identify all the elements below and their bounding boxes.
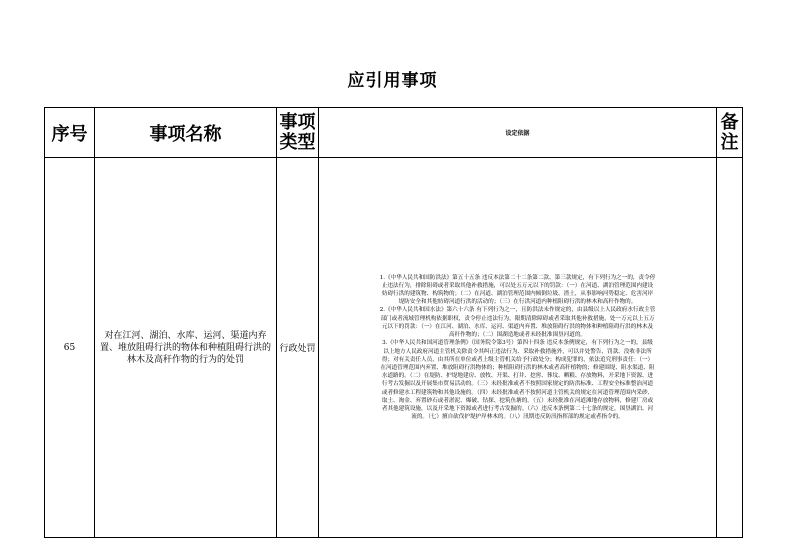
header-note-line1: 备 (720, 111, 739, 133)
matters-table (44, 107, 743, 538)
header-name: 事项名称 (95, 108, 277, 158)
row-basis (319, 158, 717, 538)
row-name: 对在江河、湖泊、水库、运河、渠道内弃置、堆放阻碍行洪的物体和种植阻碍行洪的林木及高秆作物的行为的处罚 (95, 158, 277, 538)
basis-line: 1.《中华人民共和国防洪法》第五十五条 违反本法第二十二条第二款、第三款规定，有下列行为之一的，责令停 (379, 274, 656, 281)
basis-line: 在河道管理范围内弃置、堆放阻碍行洪物体的；种植阻碍行洪的林木或者高秆植物的；修建围堤、阻水渠道、阻 (380, 364, 655, 371)
basis-line: 水道路的。（二）在堤防、护堤地建房、放牧、开渠、打井、挖窖、葬坟、晒粮、存放物料，开采地下资源、进 (381, 373, 654, 380)
basis-line: 部门或者流域管理机构依据职权，责令停止违法行为，限期清除障碍或者采取其他补救措施，处一万元以上五万 (380, 315, 655, 322)
basis-line: 得；对有关责任人员，由其所在单位或者上级主管机关给予行政处分；构成犯罪的，依法追究刑事责任：（一） (381, 356, 654, 363)
basis-line: 行考古发掘以及开展集市贸易活动的。（三）未经批准或者不按照国家规定的防洪标准、工程安全标准整治河道 (381, 381, 654, 388)
basis-line: 元以下的罚款：（一）在江河、湖泊、水库、运河、渠道内弃置、堆放阻碍行洪的物体和种植阻碍行洪的林木及 (381, 323, 654, 330)
basis-line: 堤防安全和其他妨碍河道行洪的活动的；（三）在行洪河道内种植阻碍行洪的林木和高秆作物的。 (398, 299, 637, 306)
table-row (45, 158, 743, 538)
header-seq: 序号 (45, 108, 95, 158)
basis-line: 止违法行为，排除阻碍或者采取其他补救措施，可以处五万元以下的罚款：（一）在河道、湖泊管理范围内建设 (381, 282, 654, 289)
header-type-line2: 类型 (279, 131, 316, 153)
header-basis: 设定依据 (319, 108, 717, 158)
page-title: 应引用事项 (347, 71, 438, 91)
row-type: 行政处罚 (277, 158, 319, 538)
header-note-line2: 注 (720, 131, 739, 153)
basis-line: 流的。（七）擅自砍伐护堤护岸林木的。（八）汛期违反防汛指挥部的规定或者指令的。 (411, 414, 624, 421)
row-seq: 65 (45, 158, 95, 538)
table-header-row (45, 108, 743, 158)
header-type (277, 108, 319, 158)
basis-line: 高秆作物的；（二）围湖造地或者未经批准围垦河道的。 (448, 332, 587, 339)
basis-line: 或者修建水工程建筑物和其他设施的。（四）未经批准或者不按照河道主管机关的规定在河道管理范围内采砂、 (381, 389, 654, 396)
header-type-line1: 事项 (279, 111, 316, 133)
row-note (717, 158, 743, 538)
basis-line: 者其他建筑设施，以及开采地下资源或者进行考古发掘的。（六）违反本条例第二十七条的规定，围垦湖泊、河 (381, 405, 654, 412)
basis-line: 2.《中华人民共和国水法》第六十六条 有下列行为之一，且防洪法未作规定的，由县级以上人民政府水行政主管 (379, 307, 656, 314)
basis-line: 取土、淘金、弃置砂石或者淤泥、爆破、钻探、挖筑鱼塘的。（五）未经批准在河道滩地存放物料，修建厂房或 (381, 397, 654, 404)
basis-line: 3.《中华人民共和国河道管理条例》（国务院令第3号）第四十四条 违反本条例规定，有下列行为之一的，县级 (382, 340, 653, 347)
basis-line: 以上地方人民政府河道主管机关除责令其纠正违法行为、采取补救措施外，可以并处警告、罚款、没收非法所 (383, 348, 652, 355)
header-note (717, 108, 743, 158)
basis-line: 妨碍行洪的建筑物、构筑物的；（二）在河道、湖泊管理范围内倾倒垃圾、渣土，从事影响河势稳定、危害河岸 (381, 291, 654, 298)
basis-text (323, 274, 712, 422)
